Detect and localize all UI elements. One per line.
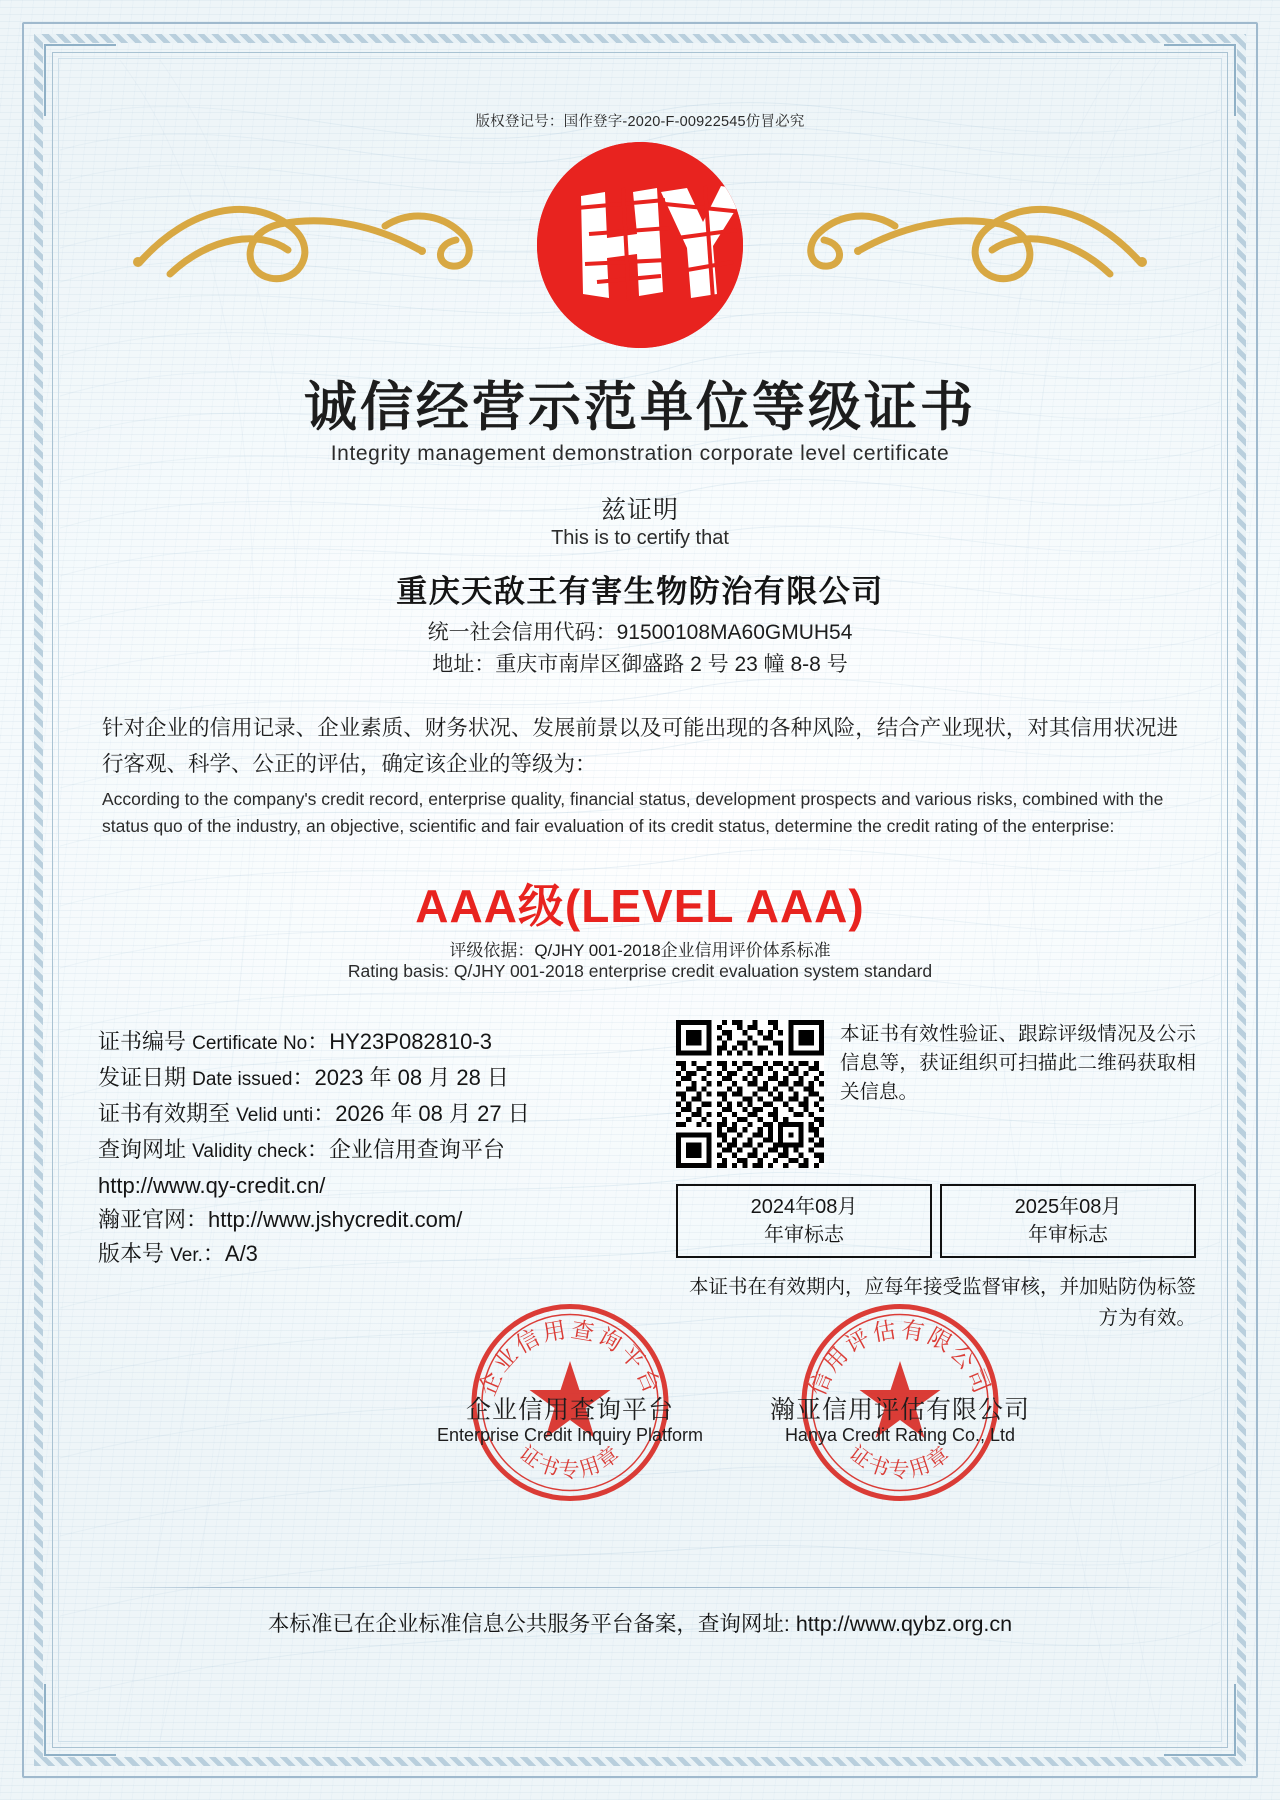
seal-bottom-text-2: 证书专用章 — [844, 1441, 956, 1483]
address-label: 地址： — [432, 653, 496, 676]
footer-filing-note: 本标准已在企业标准信息公共服务平台备案，查询网址: http://www.qybz.org.cn — [267, 1612, 1013, 1636]
detail-row-validity-check — [98, 1133, 638, 1169]
certificate-content — [70, 70, 1210, 1730]
seal-arc-text: 企业信用查询平台 — [473, 1316, 667, 1400]
issuing-org-en-2: Hanya Credit Rating Co., Ltd — [784, 1425, 1016, 1445]
annual-review-period-2025: 2025年08月 — [1014, 1196, 1122, 1218]
svg-text:证书专用章 — [845, 1442, 955, 1483]
stamps-row — [70, 1295, 1210, 1525]
certify-line-cn: 兹证明 — [600, 496, 679, 524]
credit-code-value: 91500108MA60GMUH54 — [616, 621, 853, 644]
annual-review-box-2025 — [940, 1184, 1196, 1258]
annual-review-label-2025: 年审标志 — [1028, 1224, 1108, 1246]
valid-until-label-en: Velid unti — [236, 1105, 314, 1126]
annual-review-note: 本证书在有效期内，应每年接受监督审核，并加贴防伪标签方为有效。 — [688, 1276, 1196, 1329]
address-value: 重庆市南岸区御盛路 2 号 23 幢 8-8 号 — [495, 653, 848, 676]
qr-row — [676, 1020, 1196, 1168]
qr-instruction-text: 本证书有效性验证、跟踪评级情况及公示信息等，获证组织可扫描此二维码获取相关信息。 — [840, 1023, 1196, 1103]
copyright-registration-line: 版权登记号：国作登字-2020-F-00922545仿冒必究 — [475, 114, 805, 130]
certificate-no-label-cn: 证书编号 — [98, 1029, 187, 1054]
footer-divider — [94, 1587, 1186, 1588]
certificate-no-value: ：HY23P082810-3 — [307, 1029, 492, 1054]
credit-code-label: 统一社会信用代码： — [427, 621, 617, 644]
rating-basis-cn: 评级依据：Q/JHY 001-2018企业信用评价体系标准 — [449, 941, 831, 960]
qr-code-icon[interactable] — [676, 1020, 824, 1168]
company-credit-code — [70, 616, 1210, 646]
date-issued-label-en: Date issued — [192, 1069, 293, 1090]
detail-row-certificate-no — [98, 1025, 638, 1061]
valid-until-value: ：2026 年 08 月 27 日 — [313, 1101, 530, 1126]
detail-row-version — [98, 1237, 638, 1273]
evaluation-paragraph-en: According to the company's credit record, enterprise quality, financial status, development prospects and various risks, combined with the status quo of the industry, an objective, scientific and fair evaluation of its credit status, determine the credit rating of the enterprise: — [102, 789, 1164, 836]
annual-review-label-2024: 年审标志 — [764, 1224, 844, 1246]
date-issued-label-cn: 发证日期 — [98, 1065, 187, 1090]
validity-check-label-cn: 查询网址 — [98, 1137, 187, 1162]
validity-check-label-en: Validity check — [192, 1141, 307, 1162]
hy-logo-mark — [537, 142, 743, 348]
qr-and-annual-area — [676, 1020, 1196, 1334]
page-title-en: Integrity management demonstration corporate level certificate — [330, 442, 950, 465]
page-title-cn: 诚信经营示范单位等级证书 — [304, 378, 976, 437]
version-value: ：A/3 — [202, 1241, 258, 1266]
detail-row-valid-until — [98, 1097, 638, 1133]
valid-until-label-cn: 证书有效期至 — [98, 1101, 231, 1126]
certify-line-en: This is to certify that — [551, 527, 729, 549]
validity-check-value: ：企业信用查询平台 — [306, 1137, 505, 1162]
flourish-ornament-left — [130, 166, 490, 316]
certificate-no-label-en: Certificate No — [192, 1033, 308, 1054]
version-label-en: Ver. — [170, 1245, 203, 1266]
flourish-ornament-right — [790, 166, 1150, 316]
detail-row-date-issued — [98, 1061, 638, 1097]
svg-text:证书专用章 — [515, 1442, 625, 1483]
certificate-details — [98, 1025, 638, 1273]
annual-review-box-2024 — [676, 1184, 932, 1258]
logo-band — [70, 136, 1210, 356]
issuing-org-cn-2: 瀚亚信用评估有限公司 — [769, 1396, 1030, 1424]
credit-level-value: AAA级(LEVEL AAA) — [415, 880, 865, 932]
official-website-url[interactable]: 瀚亚官网：http://www.jshycredit.com/ — [98, 1207, 463, 1232]
date-issued-value: ：2023 年 08 月 28 日 — [292, 1065, 509, 1090]
seal-arc-text-2: 信用评估有限公司 — [803, 1316, 997, 1400]
issuing-org-cn-1: 企业信用查询平台 — [465, 1396, 674, 1424]
evaluation-paragraph-cn: 针对企业的信用记录、企业素质、财务状况、发展前景以及可能出现的各种风险，结合产业现状，对其信用状况进行客观、科学、公正的评估，确定该企业的等级为： — [102, 716, 1178, 776]
hy-logo — [537, 142, 743, 348]
version-label-cn: 版本号 — [98, 1241, 165, 1266]
annual-review-boxes — [676, 1184, 1196, 1258]
company-address — [70, 648, 1210, 678]
validity-check-url[interactable]: http://www.qy-credit.cn/ — [98, 1173, 326, 1198]
rating-basis-en: Rating basis: Q/JHY 001-2018 enterprise credit evaluation system standard — [347, 961, 933, 981]
issuing-org-en-1: Enterprise Credit Inquiry Platform — [436, 1425, 704, 1445]
annual-review-period-2024: 2024年08月 — [750, 1196, 858, 1218]
seal-bottom-text: 证书专用章 — [514, 1441, 626, 1483]
company-name: 重庆天敌王有害生物防治有限公司 — [396, 574, 884, 609]
